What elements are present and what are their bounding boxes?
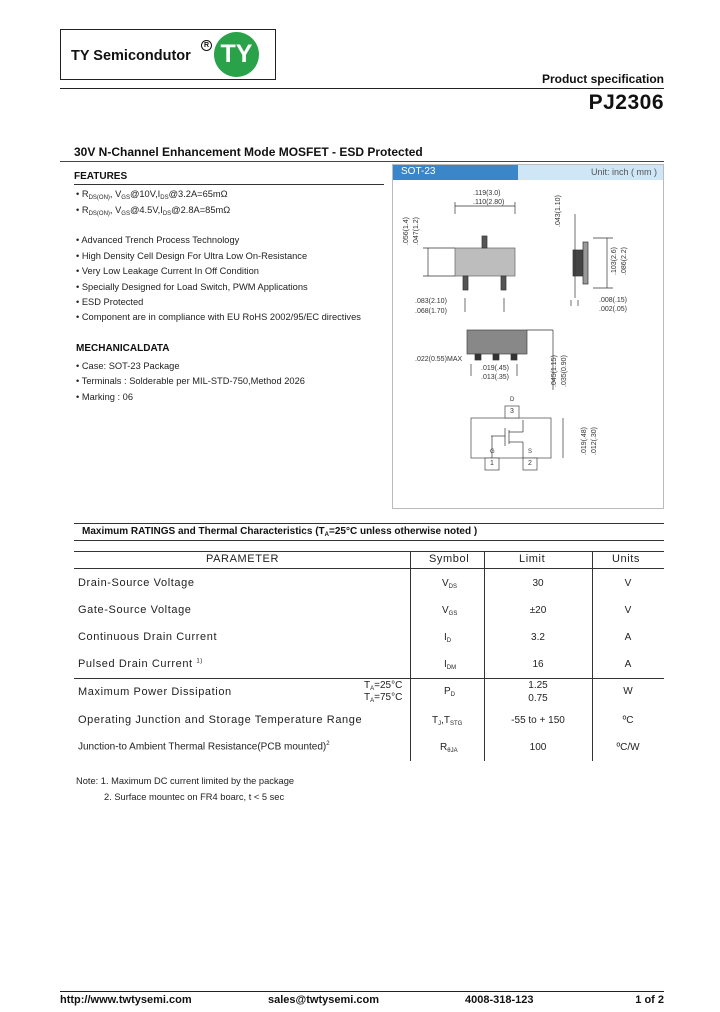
dim-label: .086(2.2)	[621, 246, 628, 275]
dim-label: .012(.30)	[591, 426, 598, 455]
param-cell: Operating Junction and Storage Temperature Range	[78, 714, 363, 726]
limit-cell: 30	[532, 578, 544, 589]
mechanical-item: • Case: SOT-23 Package	[76, 361, 180, 371]
col-divider	[410, 551, 411, 761]
header-parameter: PARAMETER	[206, 553, 280, 565]
feature-item: • ESD Protected	[76, 297, 144, 307]
limit-cell: 0.75	[528, 693, 548, 704]
header-limit: Limit	[519, 553, 546, 565]
unit-cell: ºC	[622, 715, 634, 726]
unit-cell: V	[624, 605, 632, 616]
mechanical-heading: MECHANICALDATA	[76, 343, 170, 354]
param-cell: Junction-to Ambient Thermal Resistance(PCB mounted)$^2$	[78, 741, 330, 753]
mechanical-item: • Terminals : Solderable per MIL-STD-750,Method 2026	[76, 376, 305, 386]
feature-item: • High Density Cell Design For Ultra Low On-Resistance	[76, 251, 308, 261]
note-2: 2. Surface mountec on FR4 boarc, t < 5 sec	[104, 792, 285, 802]
part-number: PJ2306	[588, 91, 664, 114]
ratings-table	[74, 551, 664, 761]
package-name: SOT-23	[401, 166, 436, 177]
package-header	[393, 165, 663, 180]
symbol-cell: $V_{DS}$	[442, 578, 458, 590]
pin-label: G	[490, 449, 495, 455]
param-cell: Pulsed Drain Current $^{1)}$	[78, 658, 203, 670]
dim-label: .043(1.10)	[555, 195, 562, 227]
footer-divider	[60, 991, 664, 992]
symbol-cell: $V_{GS}$	[442, 605, 458, 617]
limit-cell: 3.2	[531, 632, 545, 643]
package-outline-drawing	[393, 180, 663, 508]
limit-cell: ±20	[529, 605, 547, 616]
footer-page: 1 of 2	[635, 994, 664, 1006]
param-cell: Drain-Source Voltage	[78, 577, 195, 589]
limit-cell: 100	[529, 742, 547, 753]
dim-label: .056(1.4)	[403, 216, 410, 245]
table-row-divider	[74, 678, 664, 679]
dim-label: .019(.45)	[481, 365, 510, 372]
footer-phone: 4008-318-123	[465, 994, 534, 1006]
dim-label: .119(3.0)	[473, 190, 501, 197]
mechanical-item: • Marking : 06	[76, 392, 133, 402]
rds-item-1: • $R_{DS(ON)}$, $V_{GS}@10V,I_{DS}@3.2A=65m\Omega$	[76, 189, 228, 201]
pin-number: 1	[490, 460, 494, 467]
ratings-title: Maximum RATINGS and Thermal Characteristics ($T_A=25^\circ C$ unless otherwise noted )	[82, 526, 478, 538]
dim-label: .103(2.6)	[611, 246, 618, 275]
dim-label: .045(1.15)	[551, 355, 558, 387]
dim-label: .035(0.90)	[561, 355, 568, 387]
dim-label: .013(.35)	[481, 374, 510, 381]
note-1: Note: 1. Maximum DC current limited by the package	[76, 776, 295, 786]
dim-label: .019(.48)	[581, 426, 588, 455]
dim-label: MAX	[447, 356, 463, 363]
table-top-border	[74, 551, 664, 552]
header-divider	[60, 88, 664, 89]
product-spec-label: Product specification	[541, 72, 664, 86]
unit-cell: A	[624, 632, 632, 643]
pin-label: D	[510, 397, 515, 403]
unit-cell: A	[624, 659, 632, 670]
header-symbol: Symbol	[429, 553, 470, 565]
unit-cell: V	[624, 578, 632, 589]
header-units: Units	[611, 553, 641, 565]
features-underline	[74, 184, 384, 185]
footer-email[interactable]: sales@twtysemi.com	[268, 994, 379, 1006]
package-unit: Unit: inch ( mm )	[590, 167, 657, 177]
dim-label: .110(2.80)	[473, 199, 505, 206]
symbol-cell: $I_D$	[444, 632, 452, 644]
pin-label: S	[528, 449, 533, 455]
features-heading: FEATURES	[74, 171, 128, 182]
limit-cell: 1.25	[528, 680, 548, 691]
dim-label: .047(1.2)	[413, 216, 420, 245]
pin-number: 2	[528, 460, 532, 467]
ratings-title-bar	[74, 523, 664, 541]
dim-label: .068(1.70)	[415, 308, 447, 315]
limit-cell: -55 to + 150	[511, 715, 565, 726]
title-divider	[60, 161, 664, 162]
ty-logo: TY	[214, 32, 259, 77]
dim-label: .008(.15)	[599, 297, 628, 304]
dim-label: .002(.05)	[599, 306, 628, 313]
dim-label: .022(0.55)	[415, 356, 447, 363]
logo-box	[60, 29, 276, 80]
dim-label: .083(2.10)	[415, 298, 447, 305]
param-cell: Maximum Power Dissipation	[78, 686, 232, 698]
pin-number: 3	[510, 408, 514, 415]
condition-cell: $T_A=75^\circ C$	[364, 692, 403, 704]
registered-mark: R	[201, 40, 212, 51]
symbol-cell: $I_{DM}$	[444, 659, 457, 671]
feature-item: • Advanced Trench Process Technology	[76, 235, 240, 245]
table-header-border	[74, 568, 664, 569]
limit-cell: 16	[532, 659, 544, 670]
symbol-cell: $T_J,T_{STG}$	[432, 715, 463, 727]
feature-item: • Component are in compliance with EU RoHS 2002/95/EC directives	[76, 312, 361, 322]
param-cell: Gate-Source Voltage	[78, 604, 192, 616]
symbol-cell: $R_{\theta JA}$	[440, 742, 458, 754]
company-name: TY Semicondutor	[71, 48, 191, 64]
rds-item-2: • $R_{DS(ON)}$, $V_{GS}@4.5V,I_{DS}@2.8A=85m\Omega$	[76, 205, 231, 217]
footer-url[interactable]: http://www.twtysemi.com	[60, 994, 192, 1006]
feature-item: • Specially Designed for Load Switch, PWM Applications	[76, 282, 308, 292]
param-cell: Continuous Drain Current	[78, 631, 218, 643]
condition-cell: $T_A=25^\circ C$	[364, 680, 403, 692]
feature-item: • Very Low Leakage Current In Off Condition	[76, 266, 259, 276]
package-tab	[393, 165, 518, 180]
package-drawing-panel	[392, 164, 664, 509]
unit-cell: ºC/W	[616, 742, 640, 753]
unit-cell: W	[623, 686, 633, 697]
document-title: 30V N-Channel Enhancement Mode MOSFET - ESD Protected	[74, 145, 423, 159]
symbol-cell: $P_D$	[444, 686, 456, 698]
